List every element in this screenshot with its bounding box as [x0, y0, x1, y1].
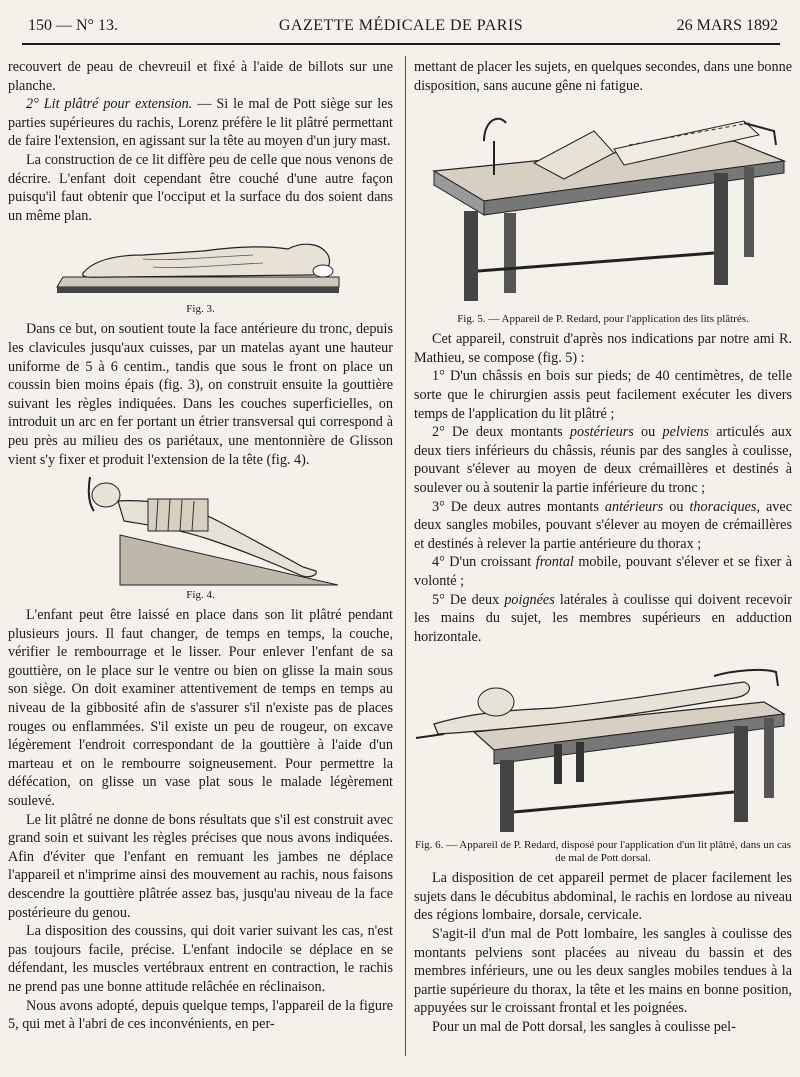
figure-3-caption: Fig. 3. [186, 303, 215, 316]
list-item: 3° De deux autres montants antérieurs ou thoraciques, avec deux sangles mobiles, pouvant s'élever au moyen de crémaillères et destinés à relever la partie antérieure du thorax ; [414, 498, 792, 552]
paragraph: Dans ce but, on soutient toute la face antérieure du tronc, depuis les clavicules jusqu'aux cuisses, par un matelas ayant une hauteur uniforme de 5 à 6 centim., tandis que sous le front on place un coussin bien moins épais (fig. 3), on construit ensuite la gouttière suivant les règles indiquées. Dans les couches superficielles, on introduit un arc en fer portant un étrier transversal qui correspond à peu près au milieu des os pariétaux, une mentonnière de Glisson vient s'y fixer et produit l'extension de la tête (fig. 4). [8, 321, 393, 468]
figure-6 [414, 652, 792, 865]
figure-6-illustration [414, 652, 792, 837]
paragraph: La construction de ce lit diffère peu de celle que nous venons de décrire. L'enfant doit cependant être couché d'une autre façon puisqu'il faut obtenir que l'occiput et la surface du dos soient dans un même plan. [8, 151, 393, 224]
page-header [22, 14, 780, 38]
figure-4-illustration [78, 475, 338, 587]
figure-4-caption: Fig. 4. [186, 589, 215, 602]
list-item: 2° De deux montants postérieurs ou pelviens articulés aux deux tiers inférieurs du châssis, réunis par des sangles à coulisse, pouvant s'élever au moyen de deux crémaillères et destinés à soulever ou à soutenir la partie inférieure du tronc ; [414, 424, 792, 496]
paragraph: La disposition de cet appareil permet de placer facilement les sujets dans le décubitus abdominal, le rachis en lordose au niveau des régions lombaire, dorsale, cervicale. [414, 870, 792, 924]
paragraph: mettant de placer les sujets, en quelques secondes, dans une bonne disposition, sans aucune gêne ni fatigue. [414, 59, 792, 94]
column-divider [405, 56, 406, 1056]
section-heading: 2° Lit plâtré pour extension. [26, 96, 193, 113]
paragraph: Cet appareil, construit d'après nos indications par notre ami R. Mathieu, se compose (fig. 5) : [414, 331, 792, 366]
page-number: 150 — N° 13. [28, 17, 118, 34]
paragraph: La disposition des coussins, qui doit varier suivant les cas, n'est pas toujours facile, précise. L'enfant indocile se déplace en se défendant, les muscles vertébraux entrent en contraction, le rachis ne prend pas une bonne attitude relâchée en réclinaison. [8, 923, 393, 995]
paragraph: Pour un mal de Pott dorsal, les sangles à coulisse pel- [432, 1019, 736, 1036]
figure-3 [8, 231, 393, 316]
figure-6-caption: Fig. 6. — Appareil de P. Redard, disposé pour l'application d'un lit plâtré, dans un cas de mal de Pott dorsal. [414, 839, 792, 865]
list-item: 5° De deux poignées latérales à coulisse qui doivent recevoir les mains du sujet, les membres supérieurs en adduction horizontale. [414, 591, 793, 645]
right-column [414, 58, 792, 1037]
figure-5 [414, 101, 792, 326]
figure-3-illustration [53, 231, 343, 301]
paragraph: L'enfant peut être laissé en place dans son lit plâtré pendant plusieurs jours. Il faut changer, de temps en temps, la couche, vérifier le rembourrage et le lisser. Pour enlever l'enfant de sa gouttière, on le place sur le ventre ou bien on glisse la main sous son siège. On doit examiner attentivement de temps en temps au niveau de la gibbosité afin de s'assurer s'il n'existe pas de places rouges ou enflammées. S'il existe un peu de rougeur, on excave légèrement l'endroit correspondant de la gouttière à l'aide d'un marteau et on le rembourre soigneusement. Pour permettre la défécation, on glisse un vase plat sous le malade légèrement soulevé. [8, 607, 393, 810]
figure-5-illustration [414, 101, 792, 311]
header-rule [22, 43, 780, 45]
issue-date: 26 MARS 1892 [676, 17, 778, 34]
left-column [8, 58, 393, 1034]
figure-4 [8, 475, 393, 602]
list-item: 4° D'un croissant frontal mobile, pouvant s'élever et se fixer à volonté ; [414, 554, 792, 589]
paragraph: Nous avons adopté, depuis quelque temps, l'appareil de la figure 5, qui met à l'abri de ces inconvénients, en per- [8, 997, 393, 1033]
list-item: 1° D'un châssis en bois sur pieds; de 40 centimètres, de telle sorte que le chirurgien assis peut facilement exécuter les divers temps de l'application du lit plâtré ; [414, 368, 792, 422]
paragraph: recouvert de peau de chevreuil et fixé à l'aide de billots sur une planche. [8, 59, 393, 94]
paragraph: Le lit plâtré ne donne de bons résultats que s'il est construit avec grand soin et suivant les règles précises que nous avons indiquées. Afin d'éviter que l'enfant en remuant les jambes ne déplace l'appareil et n'imprime ainsi des mouvement au rachis, nous faisons descendre la gouttière plâtrée assez bas, jusqu'au niveau de la face postérieure du genou. [8, 811, 393, 921]
paragraph: S'agit-il d'un mal de Pott lombaire, les sangles à coulisse des montants pelviens sont placées au niveau du bassin et des membres inférieurs, une ou les deux sangles mobiles tendues à la partie supérieure du thorax, la tête et les mains en bonne position, appuyées sur le croissant frontal et les poignées. [414, 926, 792, 1017]
paragraph: 2° Lit plâtré pour extension. — Si le mal de Pott siège sur les parties supérieures du rachis, Lorenz préfère le lit plâtré permettant de faire l'extension, en agissant sur la tête au moyen d'un jury mast. [8, 96, 393, 150]
figure-5-caption: Fig. 5. — Appareil de P. Redard, pour l'application des lits plâtrés. [457, 313, 749, 326]
journal-title: GAZETTE MÉDICALE DE PARIS [278, 17, 524, 34]
